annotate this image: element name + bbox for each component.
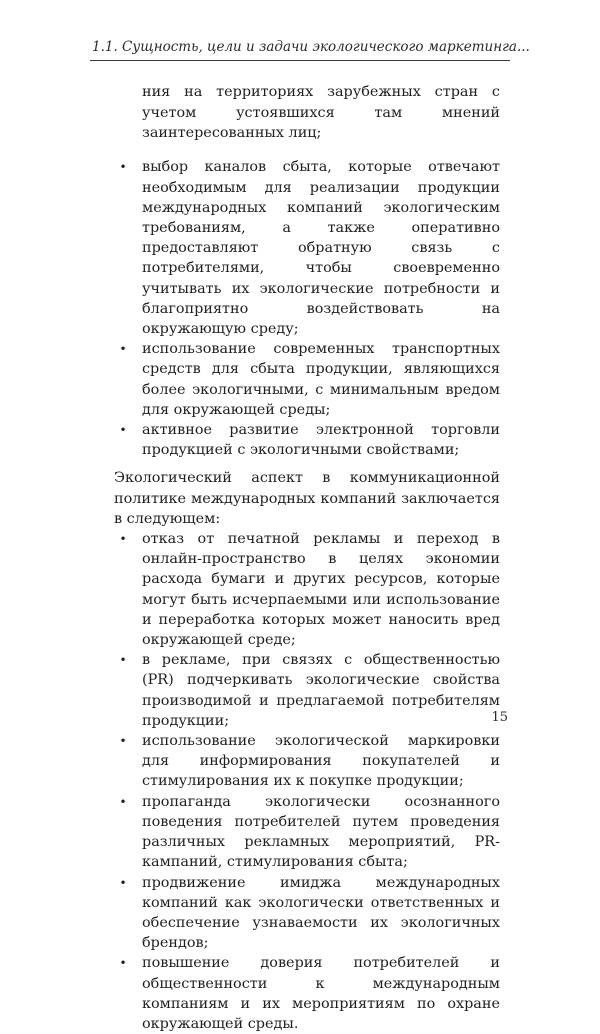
list-item-text: использование экологической маркировки для информирования покупателей и стимулирования их к покупке продукции; bbox=[142, 733, 500, 790]
list-item-text: выбор каналов сбыта, которые отвечают необходимым для реализации продукции международных компаний экологическим требованиям, а также оперативно предоставляют обратную связь с потребителями, чтобы своевременно учитывать их экологические потребности и благоприятно воздействовать на окружающую среду; bbox=[142, 159, 500, 338]
bullet-icon: • bbox=[119, 956, 127, 971]
bullet-icon: • bbox=[119, 875, 127, 890]
bullet-icon: • bbox=[119, 794, 127, 809]
list-item bbox=[119, 420, 500, 460]
list-distribution bbox=[119, 157, 500, 460]
page-body bbox=[114, 68, 500, 1034]
list-item-text: активное развитие электронной торговли продукцией с экологичными свойствами; bbox=[142, 422, 500, 459]
list-item bbox=[119, 157, 500, 339]
continued-list-item: ния на территориях зарубежных стран с учетом устоявшихся там мнений заинтересованных лиц; bbox=[142, 84, 500, 141]
list-item bbox=[119, 953, 500, 1034]
bullet-icon: • bbox=[119, 532, 127, 547]
list-item-text: в рекламе, при связях с общественностью (PR) подчеркивать экологические свойства производимой и предлагаемой потребителям продукции; bbox=[142, 652, 500, 729]
list-item-text: повышение доверия потребителей и общественности к международным компаниям и их мероприятиям по охране окружающей среды. bbox=[142, 955, 500, 1032]
page-number: 15 bbox=[491, 710, 508, 725]
bullet-icon: • bbox=[119, 342, 127, 357]
header-rule bbox=[90, 60, 510, 61]
list-item bbox=[119, 792, 500, 873]
bullet-icon: • bbox=[119, 423, 127, 438]
paragraph-communication: Экологический аспект в коммуникационной политике международных компаний заключается в следующем: bbox=[114, 470, 500, 527]
list-item-text: пропаганда экологически осознанного поведения потребителей путем проведения различных рекламных мероприятий, PR-кампаний, стимулирования сбыта; bbox=[142, 793, 500, 871]
list-item bbox=[119, 529, 500, 650]
running-header: 1.1. Сущность, цели и задачи экологического маркетинга... bbox=[92, 39, 530, 55]
list-item bbox=[119, 731, 500, 792]
list-item-text: использование современных транспортных средств для сбыта продукции, являющихся более экологичными, с минимальным вредом для окружающей среды; bbox=[142, 341, 500, 418]
list-item bbox=[119, 650, 500, 731]
bullet-icon: • bbox=[119, 734, 127, 749]
bullet-icon: • bbox=[119, 160, 127, 175]
list-item bbox=[119, 873, 500, 954]
list-item-text: отказ от печатной рекламы и переход в онлайн-пространство в целях экономии расхода бумаги и других ресурсов, которые могут быть исчерпаемыми или использование и переработка которых может наносить вред окружающей среде; bbox=[142, 531, 500, 649]
bullet-icon: • bbox=[119, 653, 127, 668]
list-item-text: продвижение имиджа международных компаний как экологически ответственных и обеспечение узнаваемости их экологичных брендов; bbox=[142, 874, 500, 952]
list-communication bbox=[119, 529, 500, 1034]
list-item bbox=[119, 339, 500, 420]
